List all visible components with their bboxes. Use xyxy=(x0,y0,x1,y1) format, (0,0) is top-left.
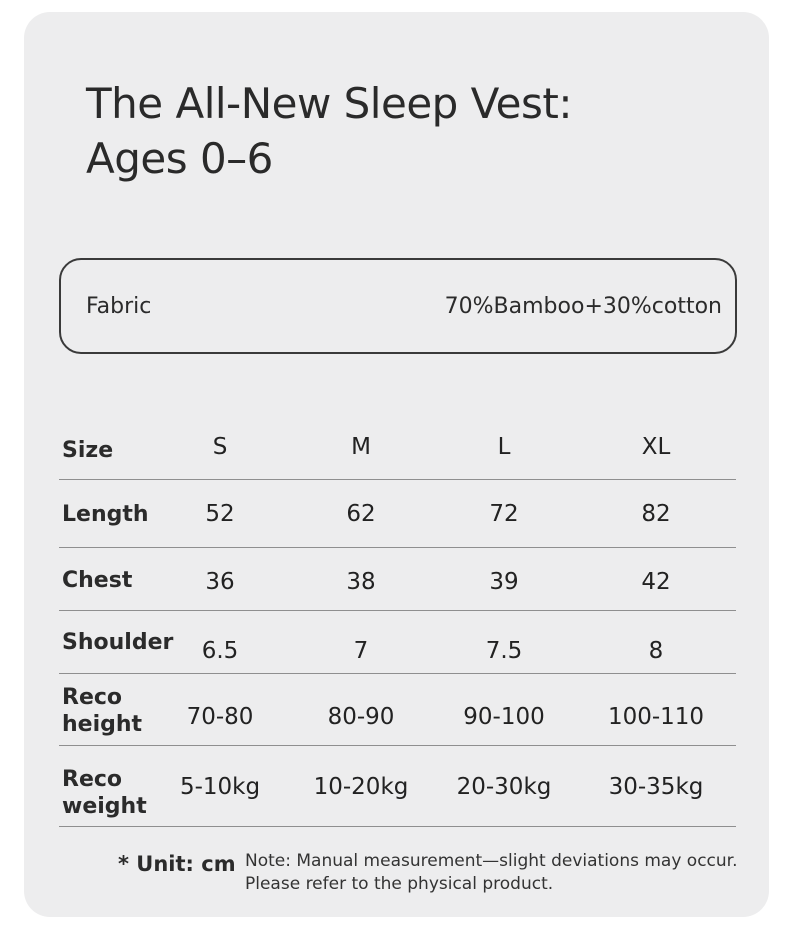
reco-height-label-line-2: height xyxy=(62,712,143,737)
table-cell: 6.5 xyxy=(201,638,239,664)
size-l: L xyxy=(497,434,511,460)
size-header-label: Size xyxy=(62,438,114,463)
chest-label: Chest xyxy=(62,568,133,593)
table-cell: 30-35kg xyxy=(608,774,704,800)
size-m: M xyxy=(351,434,371,460)
table-cell: 82 xyxy=(641,501,671,527)
table-header-row xyxy=(59,420,736,480)
table-cell: 7.5 xyxy=(485,638,523,664)
size-xl: XL xyxy=(641,434,671,460)
title-line-1: The All-New Sleep Vest: xyxy=(86,79,572,128)
shoulder-label: Shoulder xyxy=(62,630,174,655)
table-row-chest xyxy=(59,548,736,611)
row-divider xyxy=(59,826,736,827)
title-line-2: Ages 0–6 xyxy=(86,134,273,183)
table-cell: 7 xyxy=(353,638,369,664)
table-cell: 62 xyxy=(346,501,376,527)
table-row-length xyxy=(59,480,736,548)
fabric-value: 70%Bamboo+30%cotton xyxy=(444,294,722,319)
fabric-label: Fabric xyxy=(86,294,152,319)
note-line-2: Please refer to the physical product. xyxy=(245,874,554,894)
note-line-1: Note: Manual measurement—slight deviations may occur. xyxy=(245,851,738,871)
size-s: S xyxy=(212,434,228,460)
reco-weight-label xyxy=(62,766,147,820)
table-cell: 90-100 xyxy=(463,704,545,730)
page-title xyxy=(86,76,572,186)
table-row-shoulder xyxy=(59,611,736,674)
table-cell: 10-20kg xyxy=(313,774,409,800)
length-label: Length xyxy=(62,502,149,527)
table-cell: 42 xyxy=(641,569,671,595)
reco-height-label-line-1: Reco xyxy=(62,685,123,710)
measurement-note xyxy=(245,850,738,896)
table-cell: 70-80 xyxy=(186,704,254,730)
table-cell: 36 xyxy=(205,569,235,595)
reco-weight-label-line-1: Reco xyxy=(62,767,123,792)
table-row-reco-weight xyxy=(59,746,736,827)
table-cell: 8 xyxy=(648,638,664,664)
reco-height-label xyxy=(62,684,142,738)
table-cell: 100-110 xyxy=(607,704,705,730)
table-cell: 39 xyxy=(489,569,519,595)
fabric-info-box xyxy=(59,258,737,354)
table-cell: 72 xyxy=(489,501,519,527)
unit-label: * Unit: cm xyxy=(118,852,236,876)
table-cell: 5-10kg xyxy=(179,774,261,800)
table-row-reco-height xyxy=(59,674,736,746)
table-cell: 38 xyxy=(346,569,376,595)
reco-weight-label-line-2: weight xyxy=(62,794,147,819)
table-cell: 80-90 xyxy=(327,704,395,730)
table-cell: 20-30kg xyxy=(456,774,552,800)
table-cell: 52 xyxy=(205,501,235,527)
